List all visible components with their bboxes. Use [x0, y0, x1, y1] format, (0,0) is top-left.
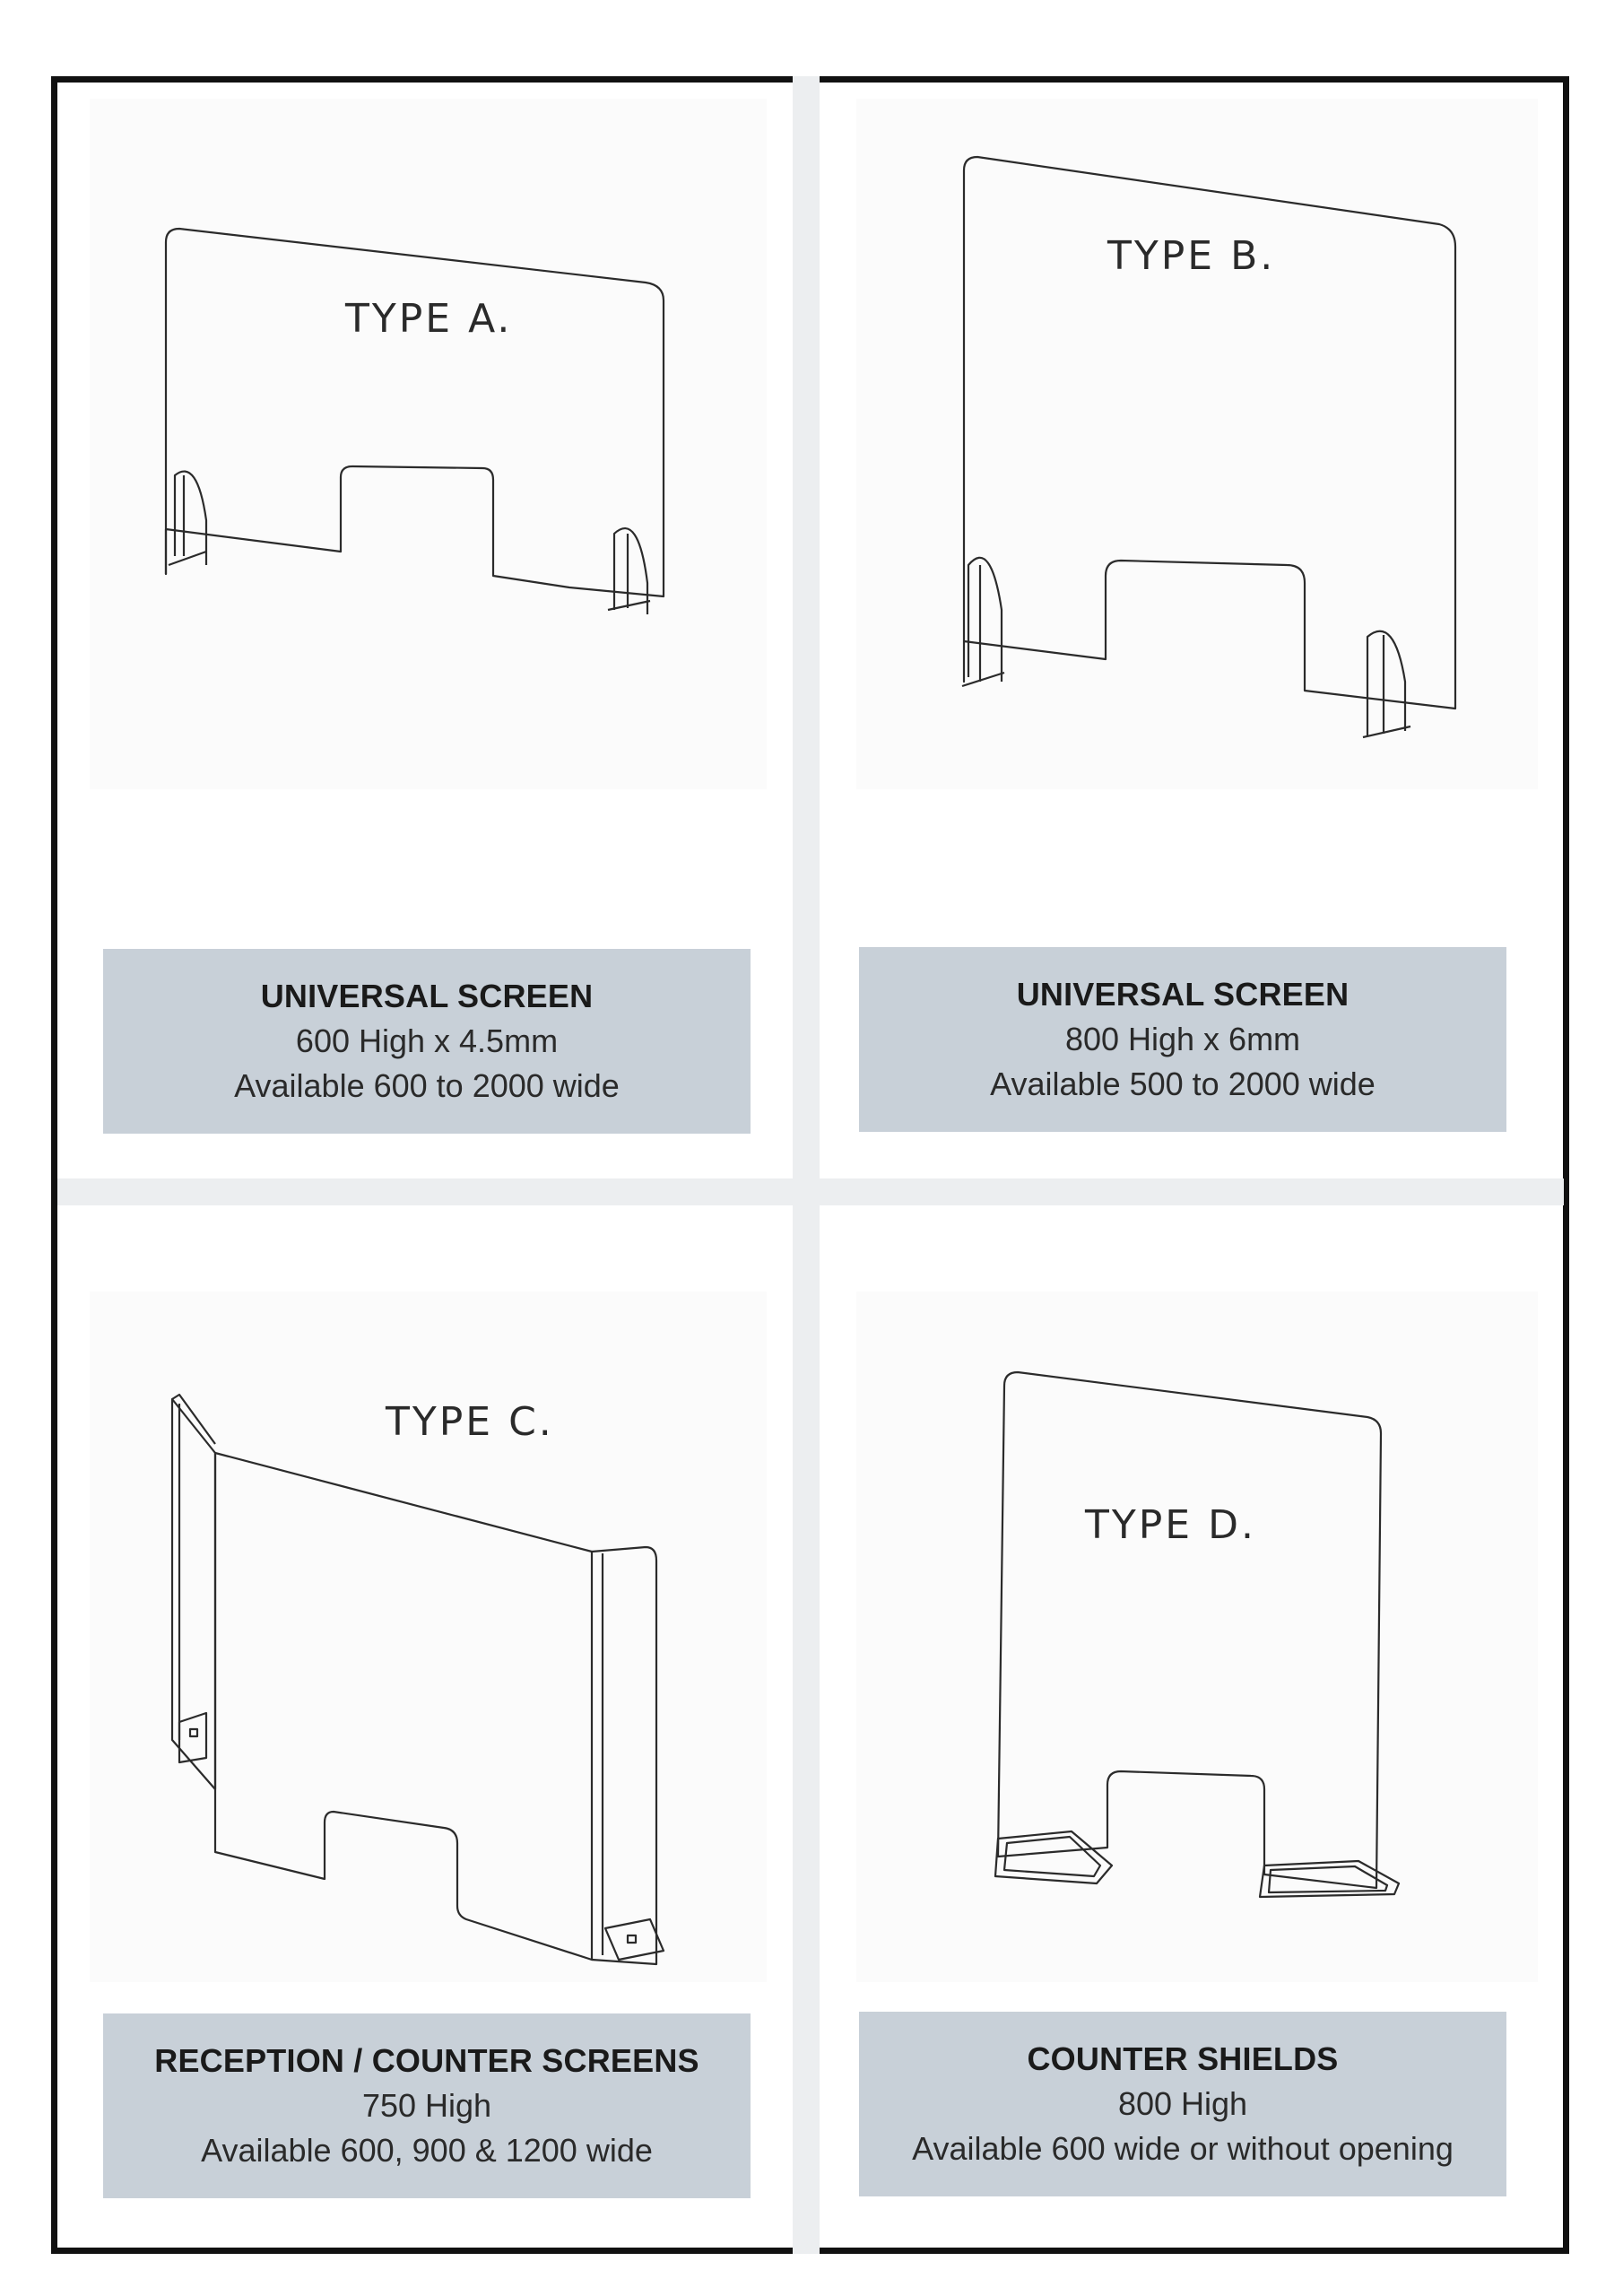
type-c-drawing [90, 1292, 767, 1982]
type-a-title: UNIVERSAL SCREEN [260, 978, 594, 1014]
type-d-label: TYPE D. [1085, 1502, 1256, 1548]
type-a-availability: Available 600 to 2000 wide [234, 1067, 620, 1104]
type-c-title: RECEPTION / COUNTER SCREENS [154, 2042, 699, 2079]
type-a-label: TYPE A. [345, 296, 513, 342]
type-b-screen-illustration [856, 99, 1538, 789]
type-d-drawing [856, 1292, 1538, 1982]
vertical-separator [793, 76, 820, 2254]
type-d-screen-illustration [856, 1292, 1538, 1982]
type-d-caption [859, 2012, 1506, 2196]
type-c-label: TYPE C. [386, 1399, 554, 1445]
type-b-label: TYPE B. [1107, 233, 1276, 279]
type-b-drawing [856, 99, 1538, 789]
type-d-availability: Available 600 wide or without opening [912, 2130, 1454, 2167]
type-a-screen-illustration [90, 99, 767, 789]
type-c-caption [103, 2013, 751, 2198]
type-d-title: COUNTER SHIELDS [1027, 2040, 1339, 2077]
type-b-availability: Available 500 to 2000 wide [990, 1065, 1376, 1102]
type-a-caption [103, 949, 751, 1134]
type-c-height: 750 High [361, 2087, 492, 2124]
horizontal-separator [57, 1178, 1564, 1205]
type-b-caption [859, 947, 1506, 1132]
type-a-drawing [90, 99, 767, 789]
type-c-screen-illustration [90, 1292, 767, 1982]
type-b-title: UNIVERSAL SCREEN [1016, 976, 1350, 1013]
type-a-height: 600 High x 4.5mm [295, 1022, 559, 1059]
type-b-height: 800 High x 6mm [1064, 1021, 1301, 1057]
type-c-availability: Available 600, 900 & 1200 wide [201, 2132, 653, 2169]
type-d-height: 800 High [1117, 2085, 1248, 2122]
